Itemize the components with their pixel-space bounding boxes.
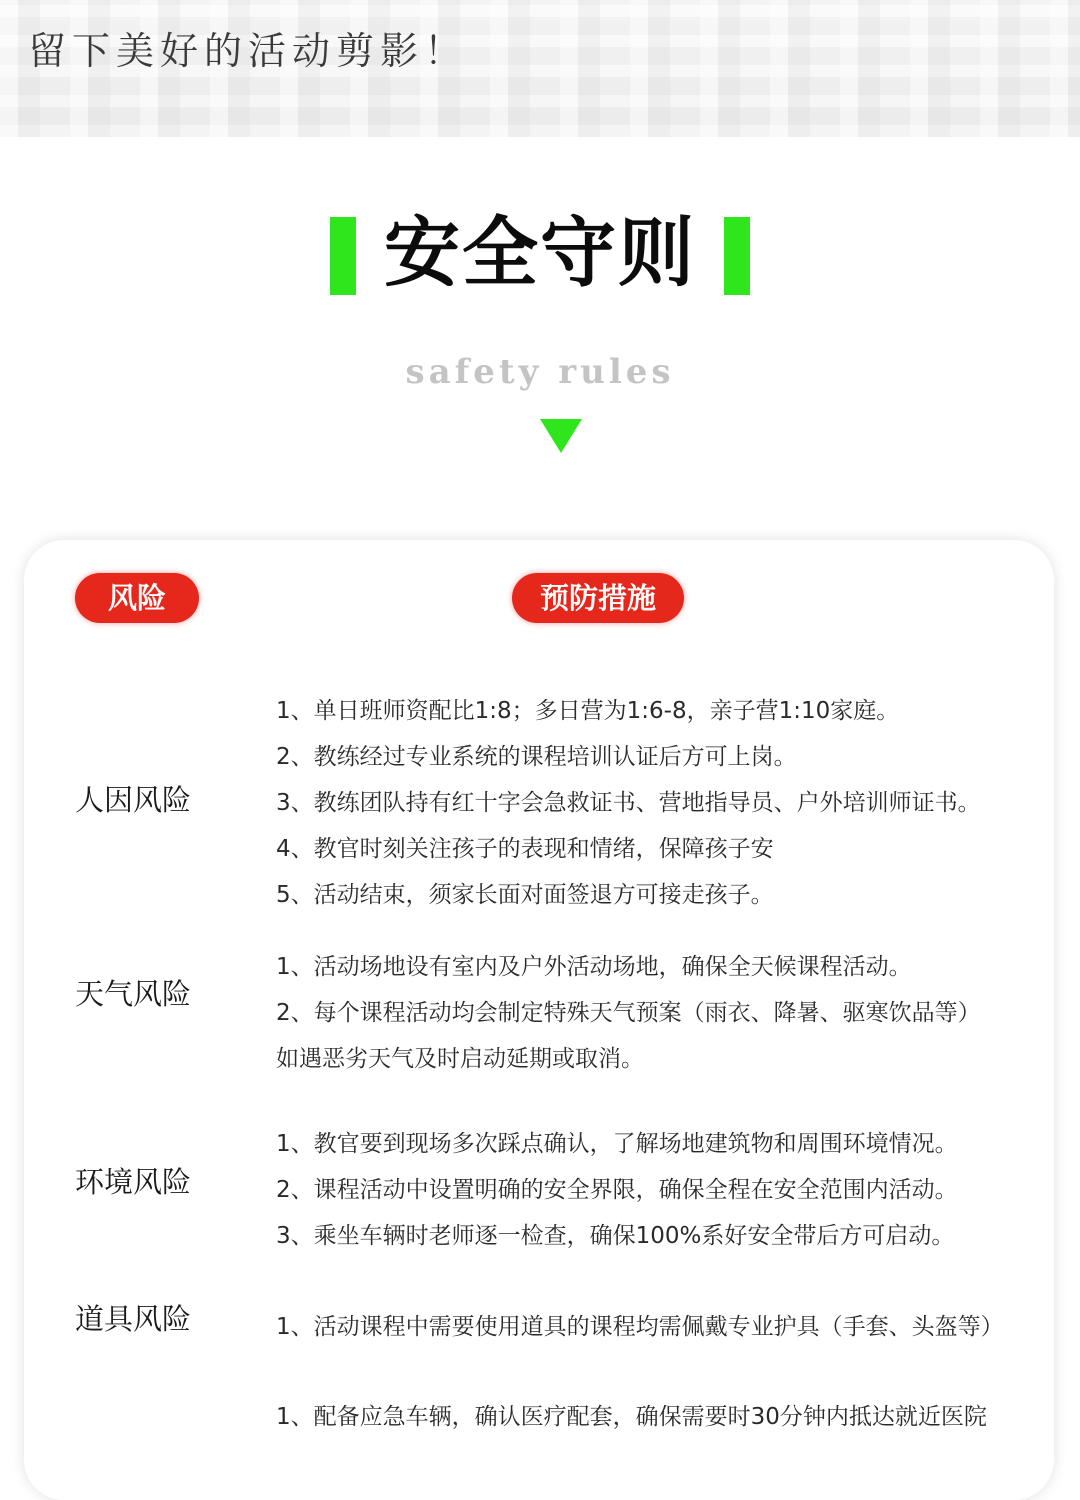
measures-list-environment bbox=[276, 1121, 1066, 1259]
list-item: 1、活动场地设有室内及户外活动场地，确保全天候课程活动。 bbox=[276, 954, 912, 980]
measures-list-weather bbox=[276, 944, 1066, 1082]
measures-list-human bbox=[276, 688, 1066, 918]
list-item: 4、教官时刻关注孩子的表现和情绪，保障孩子安 bbox=[276, 836, 774, 862]
risk-label-environment bbox=[62, 1162, 204, 1206]
title-section bbox=[0, 205, 1080, 305]
list-item: 1、配备应急车辆，确认医疗配套，确保需要时30分钟内抵达就近医院 bbox=[276, 1404, 987, 1430]
banner-text: 留下美好的活动剪影！ bbox=[28, 29, 469, 73]
list-item: 2、教练经过专业系统的课程培训认证后方可上岗。 bbox=[276, 744, 797, 770]
list-item: 1、活动课程中需要使用道具的课程均需佩戴专业护具（手套、头盔等） bbox=[276, 1314, 1004, 1340]
risk-label-human bbox=[62, 780, 204, 824]
down-arrow-icon bbox=[540, 419, 582, 453]
risk-label-text: 道具风险 bbox=[74, 1302, 191, 1336]
list-item: 2、每个课程活动均会制定特殊天气预案（雨衣、降暑、驱寒饮品等） bbox=[276, 1000, 981, 1026]
risk-label-weather bbox=[62, 974, 204, 1018]
top-banner bbox=[0, 0, 1080, 137]
measures-list-medical bbox=[276, 1394, 1066, 1440]
risk-label-text: 环境风险 bbox=[74, 1165, 191, 1199]
list-item: 1、单日班师资配比1:8；多日营为1:6-8，亲子营1:10家庭。 bbox=[276, 698, 900, 724]
risk-header-pill: 风险 bbox=[75, 573, 199, 623]
title-right-bar bbox=[724, 217, 750, 295]
list-item: 5、活动结束，须家长面对面签退方可接走孩子。 bbox=[276, 882, 774, 908]
risk-label-text: 人因风险 bbox=[74, 783, 191, 817]
risk-label-text: 天气风险 bbox=[74, 977, 191, 1011]
list-item: 3、乘坐车辆时老师逐一检查，确保100%系好安全带后方可启动。 bbox=[276, 1223, 955, 1249]
measures-list-equipment bbox=[276, 1304, 1066, 1350]
list-item: 2、课程活动中设置明确的安全界限，确保全程在安全范围内活动。 bbox=[276, 1177, 958, 1203]
risk-label-equipment bbox=[62, 1299, 204, 1343]
page-title: 安全守则 bbox=[384, 208, 696, 297]
page-subtitle: safety rules bbox=[405, 352, 675, 392]
list-item: 如遇恶劣天气及时启动延期或取消。 bbox=[276, 1046, 644, 1072]
list-item: 1、教官要到现场多次踩点确认，了解场地建筑物和周围环境情况。 bbox=[276, 1131, 958, 1157]
list-item: 3、教练团队持有红十字会急救证书、营地指导员、户外培训师证书。 bbox=[276, 790, 981, 816]
prevention-header-pill: 预防措施 bbox=[512, 573, 684, 623]
title-left-bar bbox=[330, 217, 356, 295]
